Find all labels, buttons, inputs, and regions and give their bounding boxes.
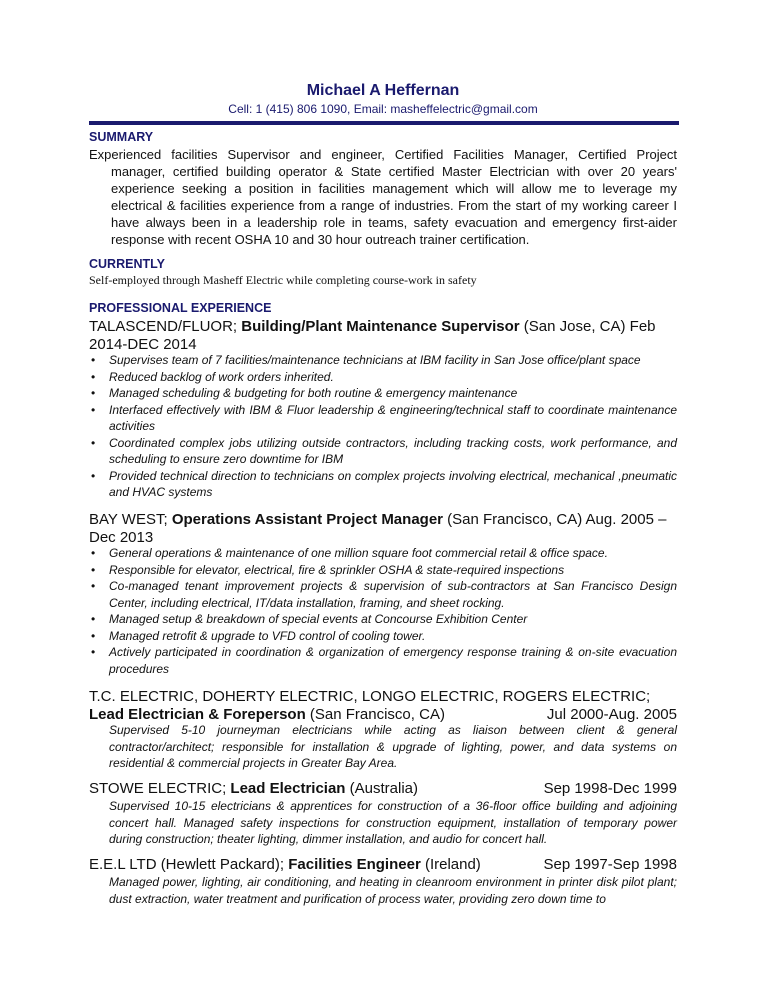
job-header-eel	[89, 856, 677, 874]
list-item: • Managed setup & breakdown of special events at Concourse Exhibition Center	[89, 611, 677, 628]
job-title: Building/Plant Maintenance Supervisor	[241, 318, 520, 335]
list-item: • Managed retrofit & upgrade to VFD control of cooling tower.	[89, 628, 677, 645]
currently-heading: CURRENTLY	[89, 257, 165, 271]
header-divider	[89, 121, 679, 125]
job-company: STOWE ELECTRIC;	[89, 780, 231, 797]
summary-heading: SUMMARY	[89, 130, 154, 144]
job-location: (Ireland)	[420, 856, 481, 873]
job-company: E.E.L LTD (Hewlett Packard);	[89, 856, 289, 873]
job-company: BAY WEST;	[89, 511, 172, 528]
job-header-baywest	[89, 511, 677, 547]
job-description-stowe: Supervised 10-15 electricians & apprentices for construction of a 36-floor office building and adjoining concert hall. Managed safety inspections for construction equipment, installation of temporary power during construction; theater lighting, dimmer installation, and audio for concert hall.	[109, 799, 677, 846]
list-item: • Coordinated complex jobs utilizing outside contractors, including tracking costs, work performance, and scheduling to ensure zero downtime for IBM	[89, 435, 677, 468]
list-item: • Interfaced effectively with IBM & Fluor leadership & engineering/technical staff to coordinate maintenance activities	[89, 402, 677, 435]
job-title: Operations Assistant Project Manager	[171, 511, 443, 528]
job-title: Lead Electrician & Foreperson	[89, 706, 306, 723]
list-item: • General operations & maintenance of one million square foot commercial retail & office space.	[89, 545, 677, 562]
job-location-dates: (San Jose, CA) Feb 2014-DEC 2014	[89, 318, 656, 353]
list-item: • Supervises team of 7 facilities/maintenance technicians at IBM facility in San Jose office/plant space	[89, 352, 677, 369]
job-header-stowe	[89, 780, 677, 798]
experience-heading: PROFESSIONAL EXPERIENCE	[89, 301, 272, 315]
job-dates: Sep 1998-Dec 1999	[543, 780, 677, 797]
summary-text: Experienced facilities Supervisor and engineer, Certified Facilities Manager, Certified Project manager, certified building operator & State certified Master Electrician with over 20 years' experience seeking a position in facilities management which will allow me to leverage my electrical & facilities experience from a range of industries. From the start of my working career I have always been in a leadership role in teams, safety evacuation and emergency first-aider response with recent OSHA 10 and 30 hour outreach trainer certification.	[89, 147, 677, 247]
job-dates: Jul 2000-Aug. 2005	[546, 706, 677, 723]
list-item: • Co-managed tenant improvement projects & supervision of sub-contractors at San Francisco Design Center, including electrical, IT/data installation, framing, and sheet rocking.	[89, 578, 677, 611]
list-item: • Actively participated in coordination & organization of emergency response training & on-site evacuation procedures	[89, 644, 677, 677]
job-bullets-baywest	[89, 545, 677, 677]
job-company: TALASCEND/FLUOR;	[89, 318, 242, 335]
job-location: (Australia)	[345, 780, 419, 797]
job-title: Lead Electrician	[230, 780, 346, 797]
candidate-name: Michael A Heffernan	[306, 82, 460, 99]
list-item: • Reduced backlog of work orders inherited.	[89, 369, 677, 386]
list-item: • Managed scheduling & budgeting for both routine & emergency maintenance	[89, 385, 677, 402]
job-title: Facilities Engineer	[288, 856, 421, 873]
contact-info: Cell: 1 (415) 806 1090, Email: masheffelectric@gmail.com	[228, 102, 538, 116]
job-dates: Sep 1997-Sep 1998	[543, 856, 677, 873]
job-header-talascend	[89, 318, 677, 354]
list-item: • Provided technical direction to technicians on complex projects involving electrical, mechanical ,pneumatic and HVAC systems	[89, 468, 677, 501]
job-header-tc-electric	[89, 688, 677, 724]
job-location-dates: (San Francisco, CA) Aug. 2005 – Dec 2013	[89, 511, 667, 546]
list-item: • Responsible for elevator, electrical, fire & sprinkler OSHA & state-required inspections	[89, 562, 677, 579]
job-bullets-talascend	[89, 352, 677, 501]
currently-text: Self-employed through Masheff Electric while completing course-work in safety	[89, 273, 477, 287]
job-company: T.C. ELECTRIC, DOHERTY ELECTRIC, LONGO ELECTRIC, ROGERS ELECTRIC;	[89, 688, 651, 705]
job-description-eel: Managed power, lighting, air conditioning, and heating in cleanroom environment in printer disk pilot plant; dust extraction, water treatment and purification of process water, providing zero down time to	[109, 875, 677, 906]
job-location: (San Francisco, CA)	[305, 706, 445, 723]
job-description-tc-electric: Supervised 5-10 journeyman electricians while acting as liaison between client & general contractor/architect; responsible for installation & upgrade of lighting, power, and data systems on residential & commercial projects in Greater Bay Area.	[109, 723, 677, 770]
